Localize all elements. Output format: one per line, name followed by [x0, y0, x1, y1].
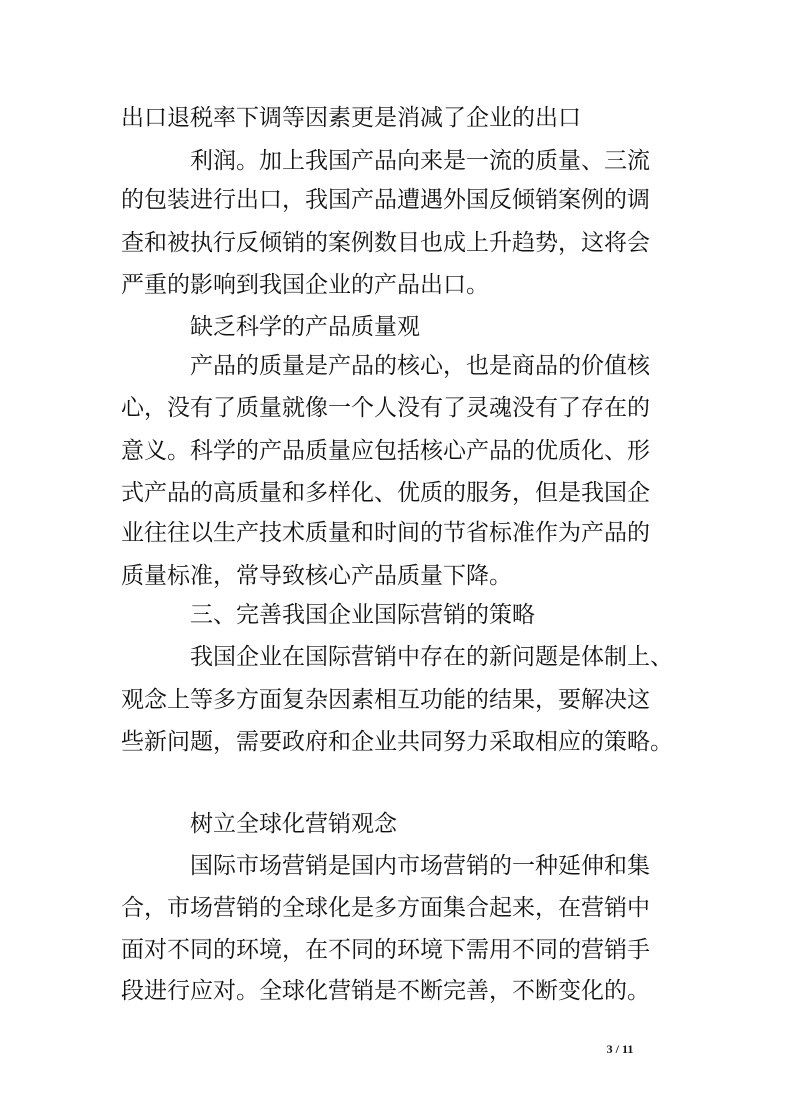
body-line: 段进行应对。全球化营销是不断完善，不断变化的。	[121, 978, 650, 1004]
body-line: 严重的影响到我国企业的产品出口。	[121, 272, 489, 298]
body-line: 的包装进行出口，我国产品遭遇外国反倾销案例的调	[121, 187, 650, 213]
body-line: 意义。科学的产品质量应包括核心产品的优质化、形	[121, 438, 650, 464]
body-line: 些新问题，需要政府和企业共同努力采取相应的策略。	[121, 729, 673, 755]
body-line: 质量标准，常导致核心产品质量下降。	[121, 563, 512, 589]
body-line: 式产品的高质量和多样化、优质的服务，但是我国企	[121, 480, 650, 506]
body-line: 产品的质量是产品的核心，也是商品的价值核	[190, 353, 650, 379]
body-line: 出口退税率下调等因素更是消减了企业的出口	[121, 105, 581, 131]
section-heading: 树立全球化营销观念	[190, 811, 397, 837]
body-line: 利润。加上我国产品向来是一流的质量、三流	[190, 148, 650, 174]
body-line: 我国企业在国际营销中存在的新问题是体制上、	[190, 644, 673, 670]
body-line: 业往往以生产技术质量和时间的节省标准作为产品的	[121, 520, 650, 546]
page-number: 3 / 11	[606, 1042, 634, 1056]
body-line: 国际市场营销是国内市场营销的一种延伸和集	[190, 853, 650, 879]
body-line: 心，没有了质量就像一个人没有了灵魂没有了存在的	[121, 395, 650, 421]
body-line: 面对不同的环境，在不同的环境下需用不同的营销手	[121, 937, 650, 963]
section-heading: 三、完善我国企业国际营销的策略	[190, 602, 535, 628]
body-line: 观念上等多方面复杂因素相互功能的结果，要解决这	[121, 687, 650, 713]
body-line: 查和被执行反倾销的案例数目也成上升趋势，这将会	[121, 230, 650, 256]
section-heading: 缺乏科学的产品质量观	[190, 314, 420, 340]
body-line: 合，市场营销的全球化是多方面集合起来，在营销中	[121, 895, 650, 921]
